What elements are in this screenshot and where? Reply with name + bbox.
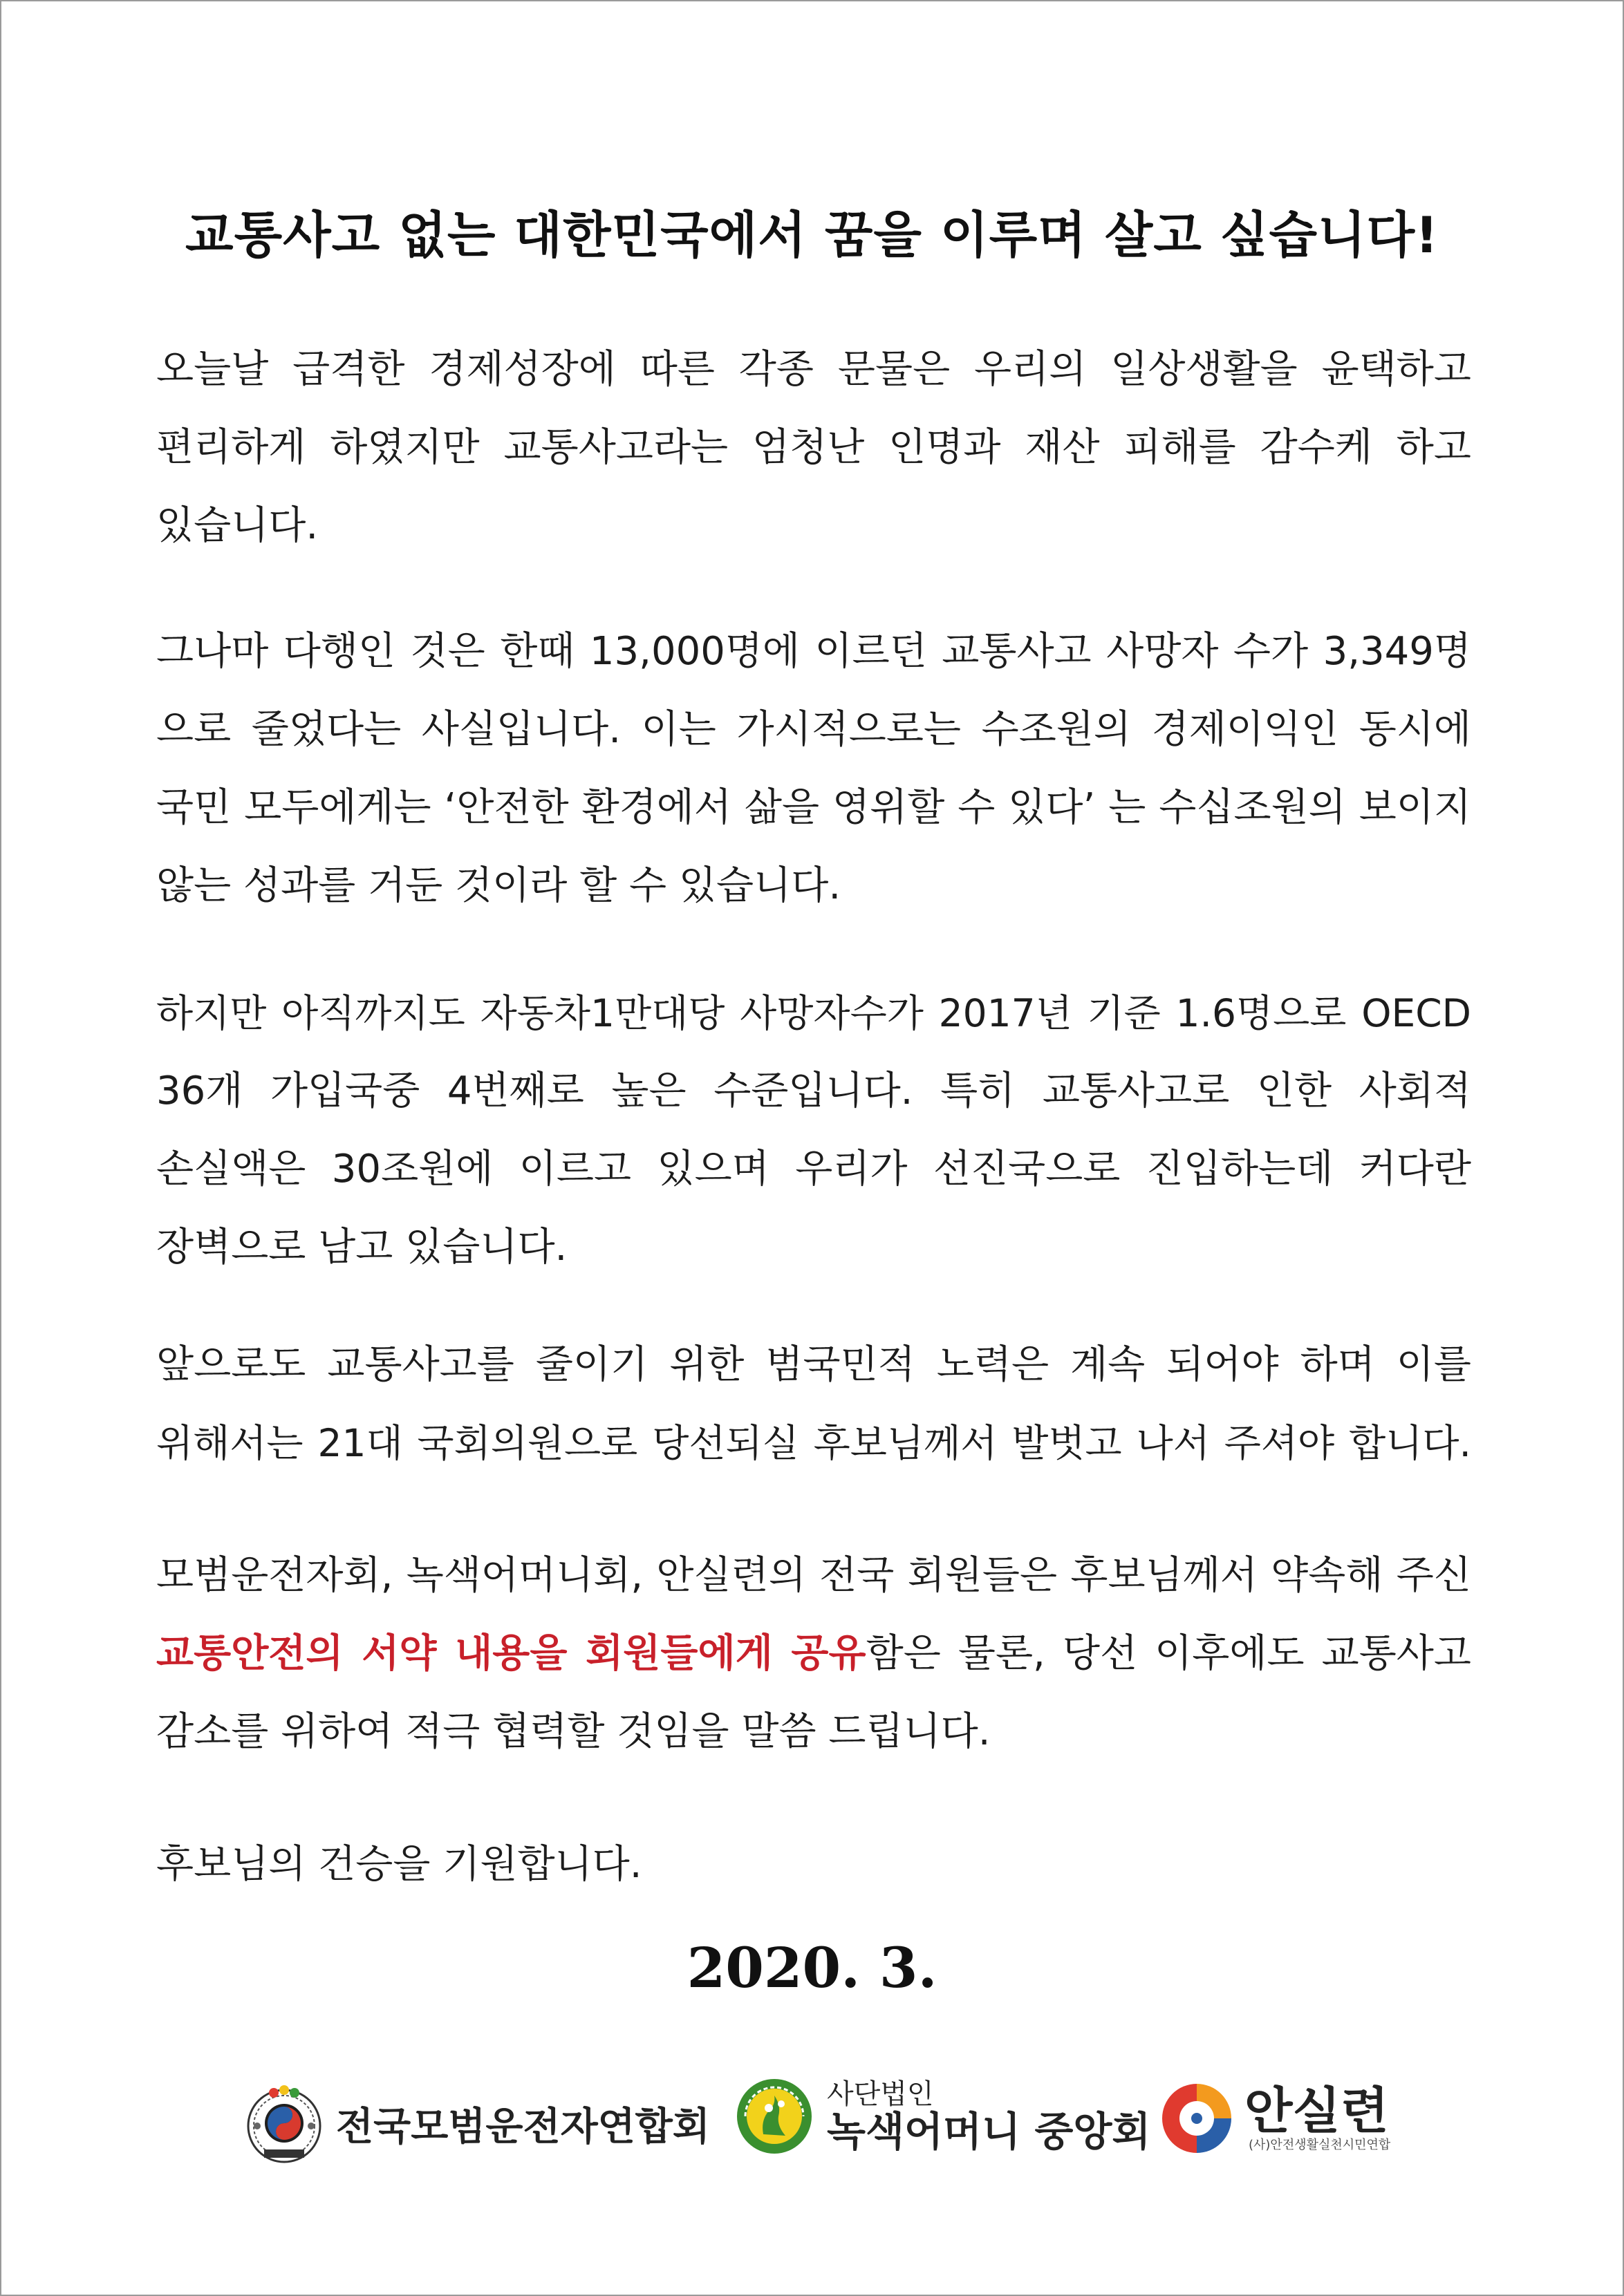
- org-model-drivers: [243, 2083, 710, 2165]
- text-line: 하지만 아직까지도 자동차1만대당 사망자수가 2017년 기준 1.6명으로 OECD: [156, 991, 1471, 1035]
- model-drivers-emblem-icon: [243, 2083, 325, 2165]
- closing-paragraph: [156, 1830, 1471, 1908]
- text-line: 않는 성과를 거둔 것이라 할 수 있습니다.: [156, 863, 841, 908]
- text-line: 으로 줄었다는 사실입니다. 이는 가시적으로는 수조원의 경제이익인 동시에: [156, 707, 1471, 752]
- text-line: 앞으로도 교통사고를 줄이기 위한 범국민적 노력은 계속 되어야 하며 이를: [156, 1342, 1471, 1387]
- text-line: 감소를 위하여 적극 협력할 것임을 말씀 드립니다.: [156, 1709, 991, 1754]
- text-line: 그나마 다행인 것은 한때 13,000명에 이르던 교통사고 사망자 수가 3,349명: [156, 629, 1471, 674]
- org-prefix: 사단법인: [827, 2078, 934, 2110]
- green-mothers-emblem-icon: [736, 2078, 813, 2155]
- org-ansilryeon: [1159, 2080, 1390, 2156]
- paragraph-2: [156, 617, 1471, 930]
- organization-logos: [0, 2072, 1624, 2169]
- org-subtitle: (사)안전생활실천시민연합: [1249, 2138, 1391, 2152]
- paragraph-1: [156, 335, 1471, 570]
- org-green-mothers: [736, 2078, 1150, 2155]
- paragraph-3: [156, 979, 1471, 1291]
- text-line: 모범운전자회, 녹색어머니회, 안실련의 전국 회원들은 후보님께서 약속해 주신: [156, 1553, 1471, 1598]
- text-line: 손실액은 30조원에 이르고 있으며 우리가 선진국으로 진입하는데 커다란: [156, 1147, 1471, 1192]
- text-line: 36개 가입국중 4번째로 높은 수준입니다. 특히 교통사고로 인한 사회적: [156, 1069, 1471, 1113]
- page-title: 교통사고 없는 대한민국에서 꿈을 이루며 살고 싶습니다!: [185, 206, 1439, 264]
- closing-line: 후보님의 건승을 기원합니다.: [156, 1842, 642, 1887]
- text-line: 국민 모두에게는 ‘안전한 환경에서 삶을 영위할 수 있다’ 는 수십조원의 보이지: [156, 785, 1471, 830]
- highlighted-pledge-text: 교통안전의 서약 내용을 회원들에게 공유: [156, 1631, 866, 1676]
- org-name: 안실련: [1244, 2082, 1389, 2140]
- org-name: 전국모범운전자연합회: [336, 2105, 710, 2149]
- pledge-paragraph: [156, 1541, 1471, 1776]
- date: 2020. 3.: [687, 1935, 937, 2000]
- paragraph-4: [156, 1330, 1471, 1487]
- text-segment: 함은 물론, 당선 이후에도 교통사고: [866, 1631, 1471, 1676]
- text-line: 있습니다.: [156, 503, 319, 548]
- text-line: 오늘날 급격한 경제성장에 따른 각종 문물은 우리의 일상생활을 윤택하고: [156, 347, 1471, 392]
- text-line: [156, 1619, 1471, 1697]
- ansilryeon-logo-icon: [1159, 2080, 1235, 2156]
- text-line: 위해서는 21대 국회의원으로 당선되실 후보님께서 발벗고 나서 주셔야 합니다.: [156, 1421, 1471, 1465]
- text-line: 편리하게 하였지만 교통사고라는 엄청난 인명과 재산 피해를 감수케 하고: [156, 425, 1471, 470]
- org-name: 녹색어머니 중앙회: [827, 2108, 1151, 2155]
- text-line: 장벽으로 남고 있습니다.: [156, 1225, 568, 1270]
